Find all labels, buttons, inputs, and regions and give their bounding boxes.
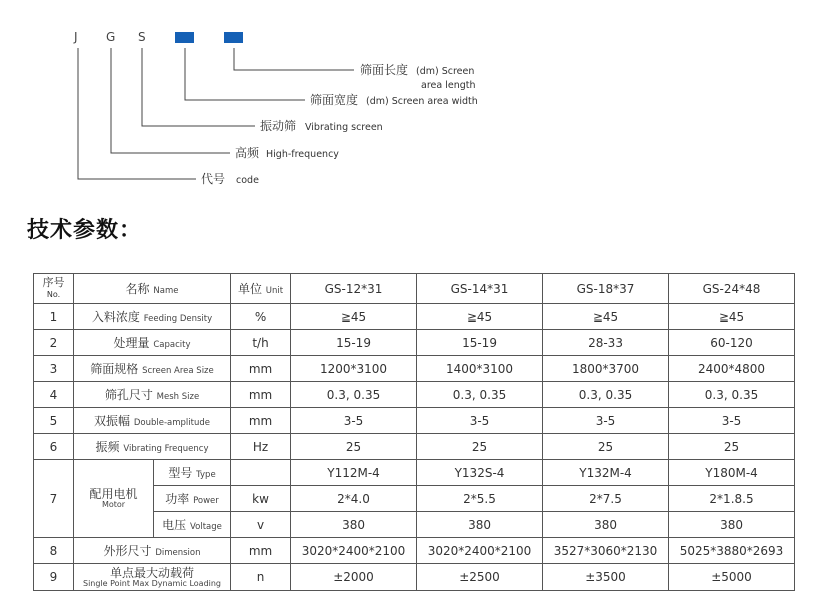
row-value: Y112M-4 bbox=[291, 460, 417, 486]
header-model: GS-18*37 bbox=[543, 274, 669, 304]
row-name: 入料浓度 Feeding Density bbox=[74, 304, 231, 330]
row-unit: kw bbox=[231, 486, 291, 512]
row-name: 单点最大动载荷 Single Point Max Dynamic Loading bbox=[74, 564, 231, 591]
label-high-frequency-en: High-frequency bbox=[266, 149, 339, 160]
row-value: 25 bbox=[669, 434, 795, 460]
table-row bbox=[34, 564, 795, 591]
label-vibrating-screen-cn: 振动筛 bbox=[260, 119, 297, 133]
label-length-en-2: area length bbox=[421, 80, 476, 91]
row-value: 380 bbox=[669, 512, 795, 538]
row-value: ±3500 bbox=[543, 564, 669, 591]
row-value: 380 bbox=[543, 512, 669, 538]
row-value: ≧45 bbox=[417, 304, 543, 330]
table-row bbox=[34, 330, 795, 356]
header-model: GS-12*31 bbox=[291, 274, 417, 304]
row-value: 25 bbox=[417, 434, 543, 460]
code-letter-s: S bbox=[138, 30, 146, 44]
row-unit: mm bbox=[231, 408, 291, 434]
row-no: 2 bbox=[34, 330, 74, 356]
row-unit bbox=[231, 460, 291, 486]
row-value: 25 bbox=[291, 434, 417, 460]
row-unit: n bbox=[231, 564, 291, 591]
table-row bbox=[34, 356, 795, 382]
label-width-en: (dm) Screen area width bbox=[366, 96, 478, 107]
motor-sub-name: 型号 Type bbox=[154, 460, 231, 486]
label-high-frequency-cn: 高频 bbox=[235, 146, 260, 160]
row-value: 3-5 bbox=[543, 408, 669, 434]
row-value: ≧45 bbox=[543, 304, 669, 330]
row-name: 筛孔尺寸 Mesh Size bbox=[74, 382, 231, 408]
table-row bbox=[34, 434, 795, 460]
row-no: 8 bbox=[34, 538, 74, 564]
row-unit: mm bbox=[231, 538, 291, 564]
row-value: 3020*2400*2100 bbox=[291, 538, 417, 564]
technical-parameters-table bbox=[33, 273, 795, 591]
row-no: 4 bbox=[34, 382, 74, 408]
row-name: 振频 Vibrating Frequency bbox=[74, 434, 231, 460]
row-name: 外形尺寸 Dimension bbox=[74, 538, 231, 564]
motor-sub-name: 电压 Voltage bbox=[154, 512, 231, 538]
row-value: 3-5 bbox=[417, 408, 543, 434]
row-no: 7 bbox=[34, 460, 74, 538]
row-value: Y132M-4 bbox=[543, 460, 669, 486]
row-value: 3020*2400*2100 bbox=[417, 538, 543, 564]
row-value: 0.3, 0.35 bbox=[291, 382, 417, 408]
row-unit: v bbox=[231, 512, 291, 538]
row-no: 9 bbox=[34, 564, 74, 591]
table-row bbox=[34, 408, 795, 434]
table-header-row bbox=[34, 274, 795, 304]
length-placeholder-box bbox=[224, 32, 243, 43]
row-value: 2*4.0 bbox=[291, 486, 417, 512]
header-model: GS-24*48 bbox=[669, 274, 795, 304]
label-vibrating-screen-en: Vibrating screen bbox=[305, 122, 383, 133]
row-value: 380 bbox=[291, 512, 417, 538]
label-code-en: code bbox=[236, 175, 259, 186]
motor-group-label: 配用电机 Motor bbox=[74, 460, 154, 538]
row-no: 3 bbox=[34, 356, 74, 382]
row-value: ≧45 bbox=[669, 304, 795, 330]
row-unit: mm bbox=[231, 382, 291, 408]
label-length-cn: 筛面长度 bbox=[360, 63, 409, 77]
row-value: ±2500 bbox=[417, 564, 543, 591]
row-value: 15-19 bbox=[291, 330, 417, 356]
row-value: 5025*3880*2693 bbox=[669, 538, 795, 564]
header-no: 序号 No. bbox=[34, 274, 74, 304]
row-value: 0.3, 0.35 bbox=[669, 382, 795, 408]
row-name: 双振幅 Double-amplitude bbox=[74, 408, 231, 434]
header-model: GS-14*31 bbox=[417, 274, 543, 304]
row-unit: Hz bbox=[231, 434, 291, 460]
row-value: 25 bbox=[543, 434, 669, 460]
table-row bbox=[34, 382, 795, 408]
row-value: 28-33 bbox=[543, 330, 669, 356]
row-value: 2*1.8.5 bbox=[669, 486, 795, 512]
motor-sub-name: 功率 Power bbox=[154, 486, 231, 512]
row-value: 2400*4800 bbox=[669, 356, 795, 382]
label-code-cn: 代号 bbox=[201, 172, 226, 186]
row-value: 2*5.5 bbox=[417, 486, 543, 512]
row-no: 6 bbox=[34, 434, 74, 460]
row-unit: % bbox=[231, 304, 291, 330]
row-value: 1800*3700 bbox=[543, 356, 669, 382]
leader-line-length bbox=[234, 48, 354, 70]
row-value: 0.3, 0.35 bbox=[543, 382, 669, 408]
row-value: 3-5 bbox=[291, 408, 417, 434]
code-letter-j: J bbox=[74, 30, 78, 44]
row-value: 1200*3100 bbox=[291, 356, 417, 382]
row-value: 3527*3060*2130 bbox=[543, 538, 669, 564]
table-row bbox=[34, 538, 795, 564]
row-no: 5 bbox=[34, 408, 74, 434]
leader-line-code bbox=[78, 48, 196, 179]
row-value: 380 bbox=[417, 512, 543, 538]
row-value: 60-120 bbox=[669, 330, 795, 356]
row-value: ±2000 bbox=[291, 564, 417, 591]
width-placeholder-box bbox=[175, 32, 194, 43]
row-value: Y132S-4 bbox=[417, 460, 543, 486]
header-unit: 单位 Unit bbox=[231, 274, 291, 304]
row-value: ±5000 bbox=[669, 564, 795, 591]
row-value: 3-5 bbox=[669, 408, 795, 434]
row-value: 2*7.5 bbox=[543, 486, 669, 512]
header-name: 名称 Name bbox=[74, 274, 231, 304]
row-value: ≧45 bbox=[291, 304, 417, 330]
leader-line-width bbox=[185, 48, 305, 100]
row-value: 1400*3100 bbox=[417, 356, 543, 382]
row-unit: mm bbox=[231, 356, 291, 382]
code-letter-g: G bbox=[106, 30, 116, 44]
row-name: 筛面规格 Screen Area Size bbox=[74, 356, 231, 382]
label-length-en: (dm) Screen bbox=[416, 66, 475, 77]
row-no: 1 bbox=[34, 304, 74, 330]
table-row-motor-type bbox=[34, 460, 795, 486]
row-unit: t/h bbox=[231, 330, 291, 356]
label-width-cn: 筛面宽度 bbox=[310, 93, 359, 107]
model-code-diagram bbox=[0, 0, 839, 200]
row-value: 0.3, 0.35 bbox=[417, 382, 543, 408]
section-title: 技术参数： bbox=[27, 217, 143, 243]
row-value: Y180M-4 bbox=[669, 460, 795, 486]
table-row bbox=[34, 304, 795, 330]
row-name: 处理量 Capacity bbox=[74, 330, 231, 356]
leader-line-vibrating-screen bbox=[142, 48, 255, 126]
row-value: 15-19 bbox=[417, 330, 543, 356]
